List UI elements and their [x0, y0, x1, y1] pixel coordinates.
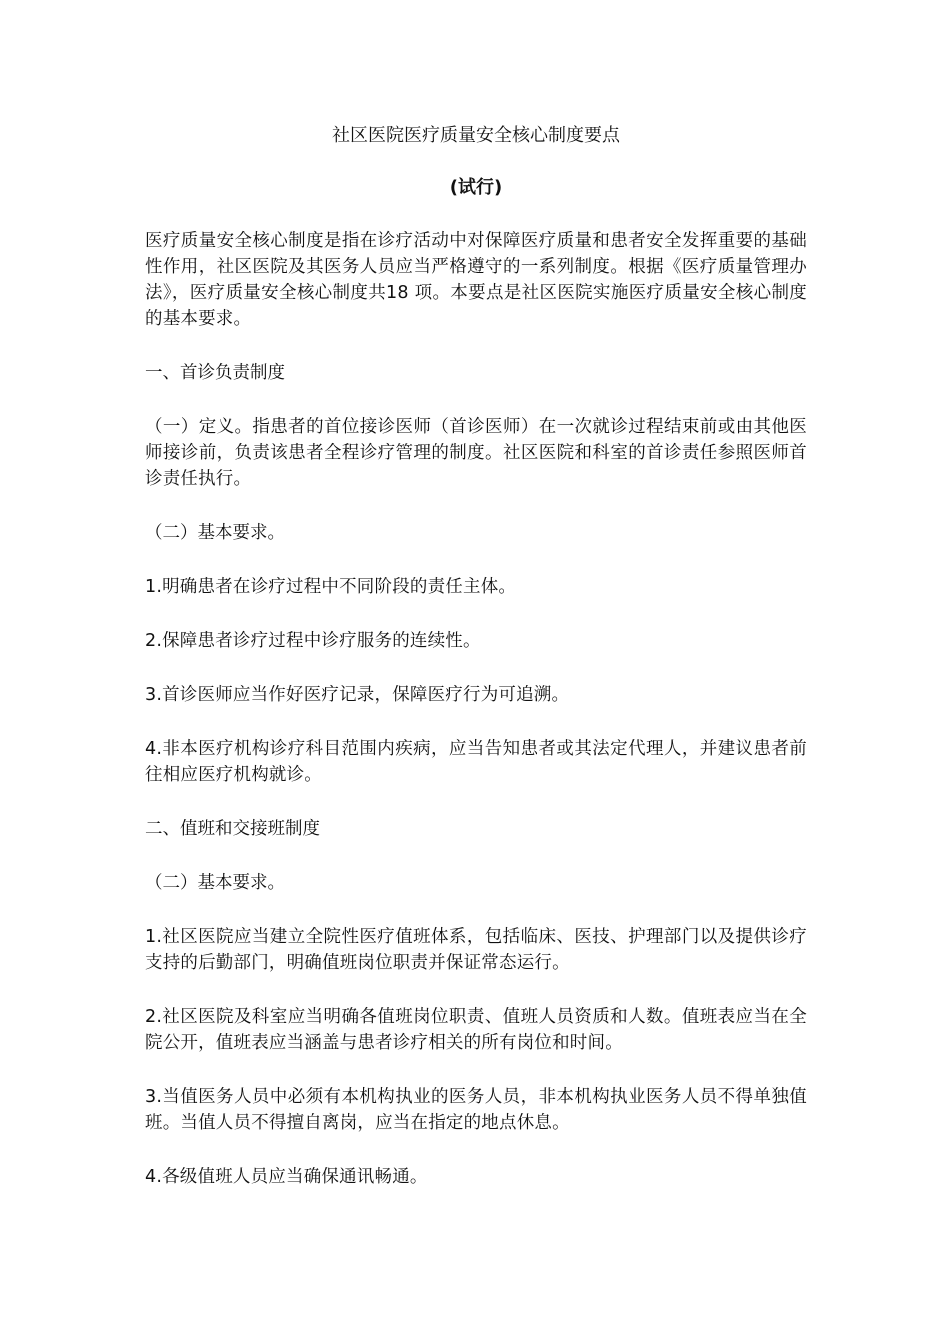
list-item: 4.非本医疗机构诊疗科目范围内疾病，应当告知患者或其法定代理人，并建议患者前往相应医疗机构就诊。	[145, 739, 807, 785]
requirements-heading-1: （二）基本要求。	[145, 523, 285, 543]
section-heading-1: 一、首诊负责制度	[145, 363, 285, 383]
list-item: 3.当值医务人员中必须有本机构执业的医务人员，非本机构执业医务人员不得单独值班。当值人员不得擅自离岗，应当在指定的地点休息。	[145, 1087, 807, 1133]
document-title: 社区医院医疗质量安全核心制度要点	[332, 125, 620, 146]
list-item: 2.保障患者诊疗过程中诊疗服务的连续性。	[145, 631, 481, 651]
document-subtitle: (试行)	[449, 177, 503, 198]
list-item: 3.首诊医师应当作好医疗记录，保障医疗行为可追溯。	[145, 685, 570, 705]
list-item: 2.社区医院及科室应当明确各值班岗位职责、值班人员资质和人数。值班表应当在全院公开，值班表应当涵盖与患者诊疗相关的所有岗位和时间。	[145, 1007, 807, 1053]
requirements-heading-2: （二）基本要求。	[145, 873, 285, 893]
document-page	[145, 122, 807, 1218]
list-item: 1.明确患者在诊疗过程中不同阶段的责任主体。	[145, 577, 517, 597]
intro-paragraph: 医疗质量安全核心制度是指在诊疗活动中对保障医疗质量和患者安全发挥重要的基础性作用，社区医院及其医务人员应当严格遵守的一系列制度。根据《医疗质量管理办法》，医疗质量安全核心制度共18 项。本要点是社区医院实施医疗质量安全核心制度的基本要求。	[145, 231, 807, 329]
list-item: 1.社区医院应当建立全院性医疗值班体系，包括临床、医技、护理部门以及提供诊疗支持的后勤部门，明确值班岗位职责并保证常态运行。	[145, 927, 807, 973]
section-heading-2: 二、值班和交接班制度	[145, 819, 320, 839]
definition-paragraph: （一）定义。指患者的首位接诊医师（首诊医师）在一次就诊过程结束前或由其他医师接诊前，负责该患者全程诊疗管理的制度。社区医院和科室的首诊责任参照医师首诊责任执行。	[145, 417, 807, 489]
list-item: 4.各级值班人员应当确保通讯畅通。	[145, 1167, 428, 1187]
